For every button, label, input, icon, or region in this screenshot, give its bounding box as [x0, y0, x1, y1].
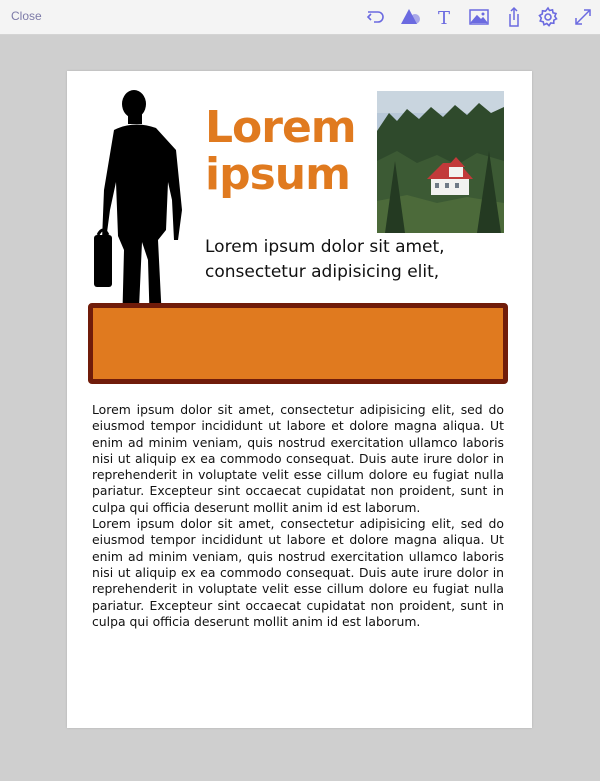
body-paragraph-2: Lorem ipsum dolor sit amet, consectetur adipisicing elit, sed do eiusmod tempor incididunt ut labore et dolore magna aliqua. Ut enim ad minim veniam, quis nostrud exercitation ullamco laboris nisi ut aliquip ex ea commodo consequat. Duis aute irure dolor in reprehenderit in voluptate velit esse cillum dolore eu fugiat nulla pariatur. Excepteur sint occaecat cupidatat non proident, sunt in culpa qui officia deserunt mollit anim id est laborum. — [92, 516, 504, 629]
subheading-text[interactable]: Lorem ipsum dolor sit amet, consectetur adipisicing elit, — [205, 237, 445, 282]
heading-line-1: Lorem — [205, 102, 356, 153]
body-text-block[interactable] — [92, 402, 504, 630]
orange-banner[interactable] — [88, 303, 508, 384]
text-tool-glyph: T — [437, 8, 451, 28]
house-photo-image[interactable] — [377, 91, 504, 233]
shapes-icon[interactable] — [400, 6, 422, 28]
page-heading[interactable] — [205, 104, 375, 198]
undo-icon[interactable] — [365, 6, 387, 28]
close-button[interactable]: Close — [11, 9, 42, 23]
share-icon[interactable] — [503, 6, 525, 28]
top-toolbar — [0, 0, 600, 35]
document-page[interactable] — [67, 71, 532, 728]
image-icon[interactable] — [468, 6, 490, 28]
text-icon[interactable] — [433, 6, 455, 28]
heading-line-2: ipsum — [205, 149, 350, 200]
expand-icon[interactable] — [572, 6, 594, 28]
body-paragraph-1: Lorem ipsum dolor sit amet, consectetur adipisicing elit, sed do eiusmod tempor incididunt ut labore et dolore magna aliqua. Ut enim ad minim veniam, quis nostrud exercitation ullamco laboris nisi ut aliquip ex ea commodo consequat. Duis aute irure dolor in reprehenderit in voluptate velit esse cillum dolore eu fugiat nulla pariatur. Excepteur sint occaecat cupidatat non proident, sunt in culpa qui officia deserunt mollit anim id est laborum. — [92, 402, 504, 515]
settings-icon[interactable] — [537, 6, 559, 28]
